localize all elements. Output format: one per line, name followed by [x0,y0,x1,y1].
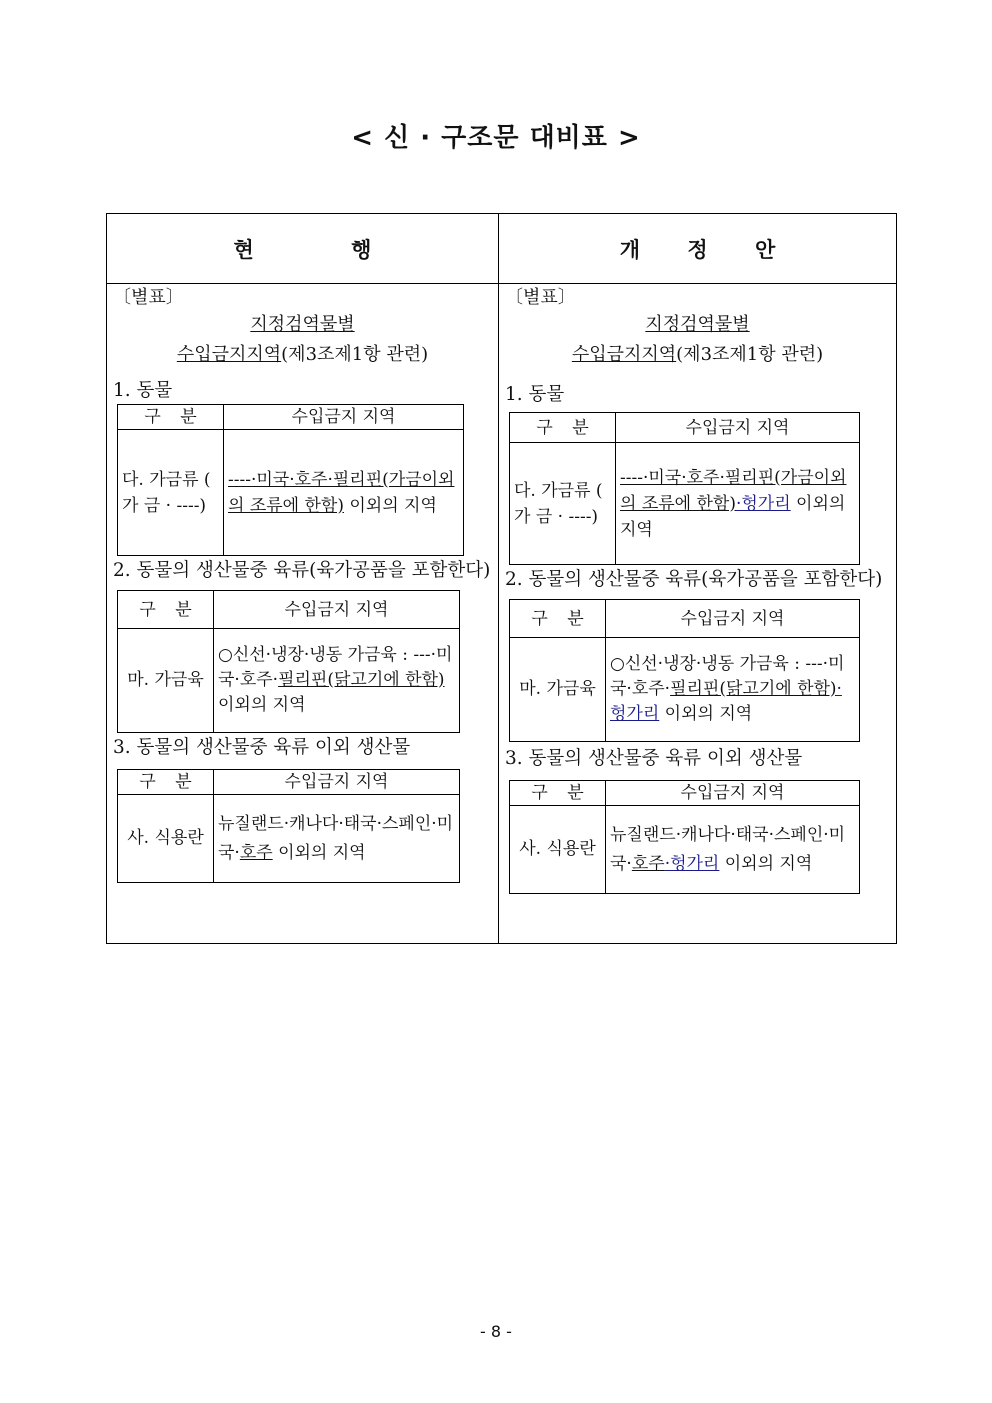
table-meat [117,590,460,733]
table-header-category: 구 분 [510,600,606,638]
table-cell-region: ----·미국·호주·필리핀(가금이외의 조류에 한함)·헝가리 이외의 지역 [616,443,860,565]
section-3-heading: 3. 동물의 생산물중 육류 이외 생산물 [505,748,803,769]
header-proposed-label: 개 정 안 [619,237,776,262]
header-current [107,214,499,284]
section-2-heading: 2. 동물의 생산물중 육류(육가공품을 포함한다) [113,560,491,581]
section-3-heading: 3. 동물의 생산물중 육류 이외 생산물 [113,737,411,758]
added-hungary: ·헝가리 [735,493,791,514]
header-current-label: 현 행 [233,237,372,262]
table-header-category: 구 분 [510,413,616,443]
table-header-category: 구 분 [118,770,214,795]
page-title: < 신 · 구조문 대비표 > [351,123,641,153]
added-hungary: ·헝가리 [610,679,842,724]
section-1-heading: 1. 동물 [505,384,565,405]
comparison-table [106,213,897,944]
section-1-heading: 1. 동물 [113,380,173,401]
table-header-category: 구 분 [510,781,606,806]
proposed-column [499,284,897,944]
table-cell-category: 마. 가금육 [118,629,214,733]
annex-label: 〔별표〕 [113,287,184,308]
annex-title-line1: 지정검역물별 [645,314,750,335]
table-eggs [509,780,860,894]
table-header-region: 수입금지 지역 [214,591,460,629]
current-column [107,284,499,944]
table-animals [117,404,464,556]
table-header-region: 수입금지 지역 [606,781,860,806]
table-cell-category: 다. 가금류 ( 가 금 · ----) [510,443,616,565]
added-hungary: ·헝가리 [664,853,720,874]
table-header-region: 수입금지 지역 [616,413,860,443]
table-cell-region: 뉴질랜드·캐나다·태국·스페인·미국·호주 이외의 지역 [214,795,460,883]
annex-title-line2: 수입금지지역(제3조제1항 관련) [176,344,429,365]
table-header-category: 구 분 [118,591,214,629]
annex-title-line2: 수입금지지역(제3조제1항 관련) [571,344,824,365]
header-proposed [499,214,897,284]
table-eggs [117,769,460,883]
table-cell-category: 다. 가금류 ( 가 금 · ----) [118,430,224,556]
table-cell-region: ○신선·냉장·냉동 가금육 : ---·미국·호주·필리핀(닭고기에 한함)·헝가리 이외의 지역 [606,638,860,742]
table-meat [509,599,860,742]
table-animals [509,412,860,565]
table-cell-region: 뉴질랜드·캐나다·태국·스페인·미국·호주·헝가리 이외의 지역 [606,806,860,894]
section-2-heading: 2. 동물의 생산물중 육류(육가공품을 포함한다) [505,569,883,590]
table-header-category: 구 분 [118,405,224,430]
table-header-region: 수입금지 지역 [606,600,860,638]
table-cell-region: ----·미국·호주·필리핀(가금이외의 조류에 한함) 이외의 지역 [224,430,464,556]
table-header-region: 수입금지 지역 [224,405,464,430]
table-cell-category: 사. 식용란 [510,806,606,894]
table-cell-category: 마. 가금육 [510,638,606,742]
page-number: - 8 - [480,1322,512,1341]
table-cell-region: ○신선·냉장·냉동 가금육 : ---·미국·호주·필리핀(닭고기에 한함) 이외의 지역 [214,629,460,733]
table-header-region: 수입금지 지역 [214,770,460,795]
annex-label: 〔별표〕 [505,287,576,308]
table-cell-category: 사. 식용란 [118,795,214,883]
annex-title-line1: 지정검역물별 [250,314,355,335]
